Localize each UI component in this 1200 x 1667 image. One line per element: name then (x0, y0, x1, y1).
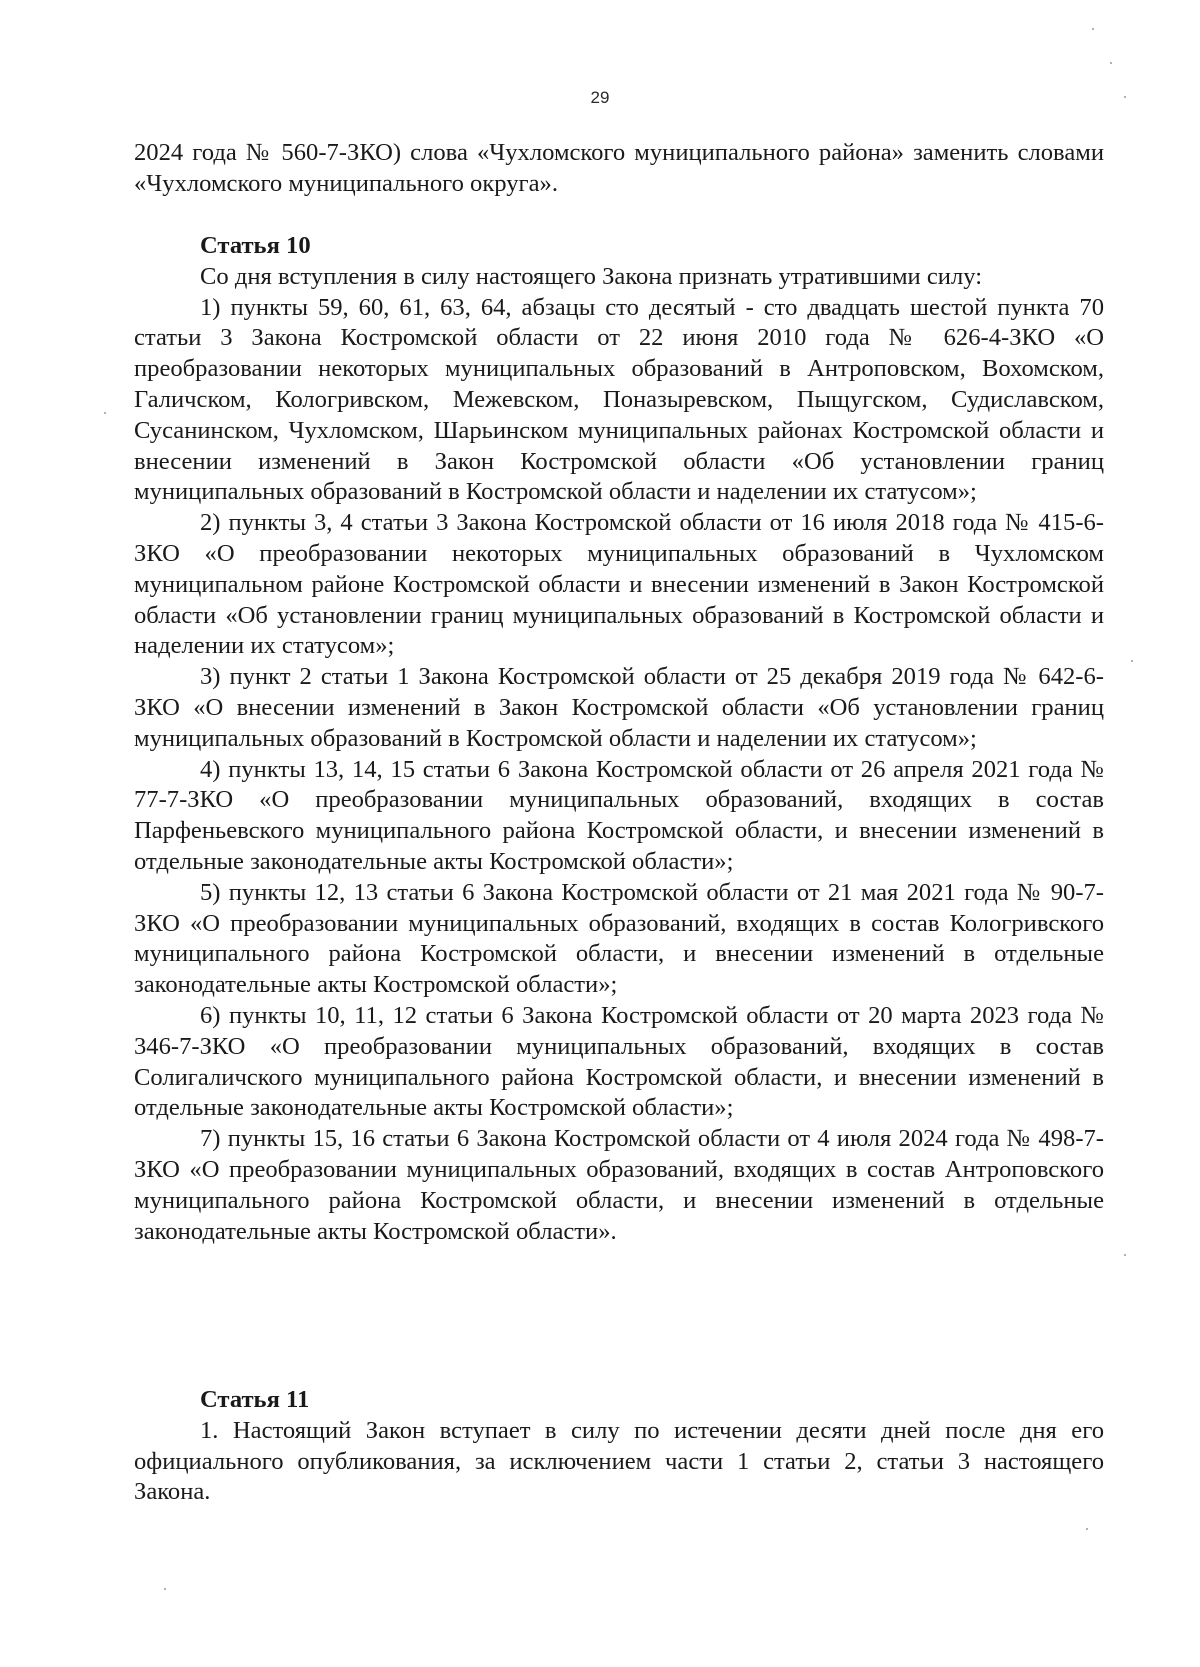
scan-speck (1110, 62, 1112, 64)
article-10-item-7: 7) пункты 15, 16 статьи 6 Закона Костромской области от 4 июля 2024 года № 498-7-ЗКО «О преобразовании муниципальных образований, входящих в состав Антроповского муниципального района Костромской области, и внесении изменений в отдельные законодательные акты Костромской области». (134, 1125, 1104, 1245)
scan-speck (1124, 96, 1126, 98)
article-10 (134, 231, 1104, 1247)
page-number: 29 (590, 88, 610, 107)
article-10-item-1: 1) пункты 59, 60, 61, 63, 64, абзацы сто десятый - сто двадцать шестой пункта 70 статьи 3 Закона Костромской области от 22 июня 2010 года № 626-4-ЗКО «О преобразовании некоторых муниципальных образований в Антроповском, Вохомском, Галичском, Кологривском, Межевском, Поназыревском, Пыщугском, Судиславском, Сусанинском, Чухломском, Шарьинском муниципальных районах Костромской области и внесении изменений в Закон Костромской области «Об установлении границ муниципальных образований в Костромской области и наделении их статусом»; (134, 293, 1104, 506)
scan-speck (104, 412, 106, 414)
article-11-item-1: 1. Настоящий Закон вступает в силу по истечении десяти дней после дня его официального опубликования, за исключением части 1 статьи 2, статьи 3 настоящего Закона. (134, 1416, 1104, 1506)
intro-paragraph: 2024 года № 560-7-ЗКО) слова «Чухломского муниципального района» заменить словами «Чухломского муниципального округа». (134, 139, 1104, 197)
article-10-heading: Статья 10 (200, 232, 311, 259)
article-11 (134, 1385, 1104, 1508)
article-10-lead: Со дня вступления в силу настоящего Закона признать утратившими силу: (200, 262, 983, 290)
scan-speck (1086, 1528, 1088, 1530)
scan-speck (1131, 660, 1133, 662)
article-10-item-2: 2) пункты 3, 4 статьи 3 Закона Костромской области от 16 июля 2018 года № 415-6-ЗКО «О преобразовании некоторых муниципальных образований в Чухломском муниципальном районе Костромской области и внесении изменений в Закон Костромской области «Об установлении границ муниципальных образований в Костромской области и наделении их статусом»; (134, 509, 1104, 660)
scan-speck (1092, 28, 1094, 30)
article-10-item-5: 5) пункты 12, 13 статьи 6 Закона Костромской области от 21 мая 2021 года № 90-7-ЗКО «О преобразовании муниципальных образований, входящих в состав Кологривского муниципального района Костромской области, и внесении изменений в отдельные законодательные акты Костромской области»; (134, 878, 1104, 999)
article-10-item-6: 6) пункты 10, 11, 12 статьи 6 Закона Костромской области от 20 марта 2023 года № 346-7-ЗКО «О преобразовании муниципальных образований, входящих в состав Солигаличского муниципального района Костромской области, и внесении изменений в отдельные законодательные акты Костромской области»; (134, 1001, 1104, 1122)
scan-speck (164, 1588, 166, 1590)
article-11-heading: Статья 11 (200, 1386, 310, 1413)
article-10-item-4: 4) пункты 13, 14, 15 статьи 6 Закона Костромской области от 26 апреля 2021 года № 77-7-ЗКО «О преобразовании муниципальных образований, входящих в состав Парфеньевского муниципального района Костромской области, и внесении изменений в отдельные законодательные акты Костромской области»; (134, 755, 1104, 875)
article-10-item-3: 3) пункт 2 статьи 1 Закона Костромской области от 25 декабря 2019 года № 642-6-ЗКО «О внесении изменений в Закон Костромской области «Об установлении границ муниципальных образований в Костромской области и наделении их статусом»; (134, 663, 1104, 752)
intro-block (134, 138, 1104, 200)
scan-speck (1124, 1254, 1126, 1256)
